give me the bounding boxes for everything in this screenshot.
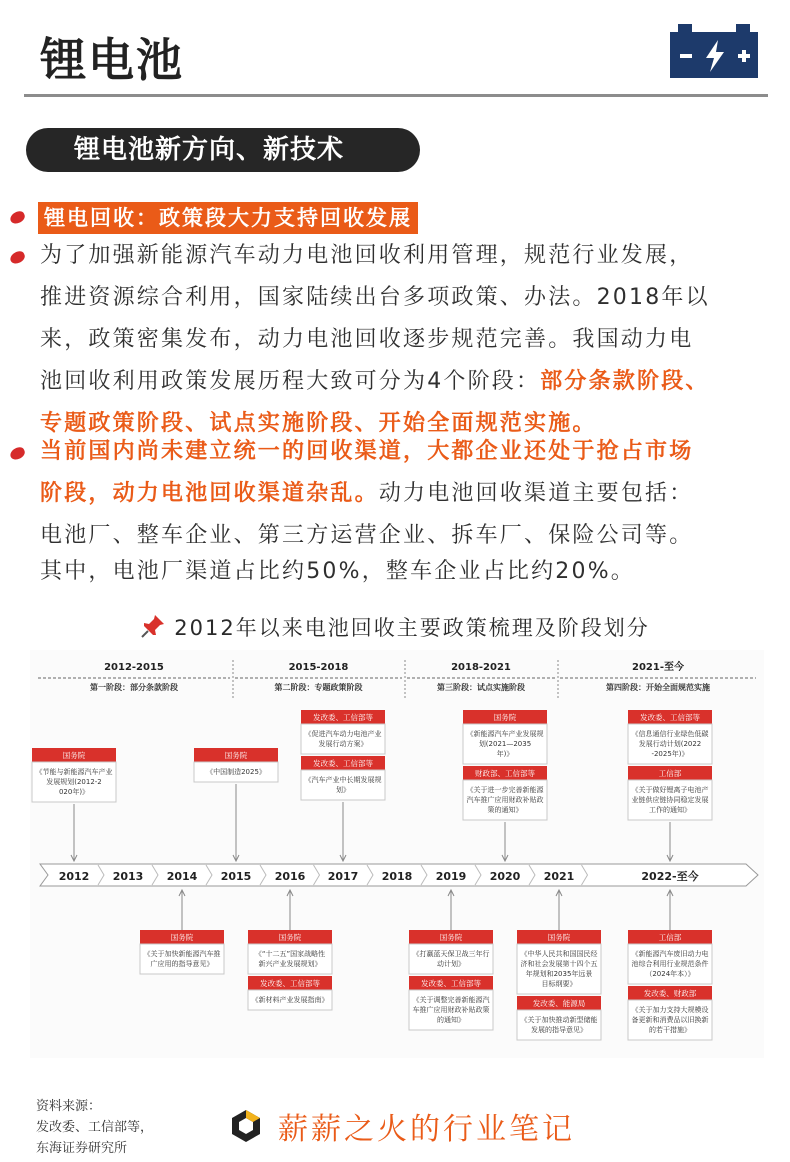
policy-title: 目标纲要》 <box>541 980 577 988</box>
policy-title: 《关于加快新能源汽车推 <box>143 950 221 958</box>
year-label: 2018 <box>381 870 413 883</box>
policy-title: 划》 <box>336 786 350 794</box>
policy-title: 《新能源汽车废旧动力电 <box>631 950 709 958</box>
policy-issuer: 发改委、能源局 <box>532 999 586 1008</box>
phase-period: 2021-至今 <box>632 662 684 673</box>
policy-title: 《关于加快推动新型储能 <box>520 1016 598 1024</box>
policy-title: 发展行动方案》 <box>318 740 368 748</box>
phase-name: 第二阶段：专题政策阶段 <box>274 683 363 692</box>
battery-icon <box>666 22 762 82</box>
policy-card <box>409 944 493 974</box>
policy-title: 发展行动计划(2022 <box>638 740 702 748</box>
phase-name: 第三阶段：试点实施阶段 <box>437 683 525 692</box>
para1-emphasis: 专题政策阶段、试点实施阶段、开始全面规范实施。 <box>40 411 597 436</box>
policy-title: 《中国制造2025》 <box>206 768 266 776</box>
policy-card <box>248 944 332 974</box>
year-label: 2020 <box>489 870 521 883</box>
policy-issuer: 发改委、工信部等 <box>640 713 700 722</box>
policy-title: 《新材料产业发展指南》 <box>251 996 329 1004</box>
policy-title: 划(2021—2035 <box>478 740 532 748</box>
policy-title: 020年)》 <box>58 788 90 796</box>
year-label: 2016 <box>274 870 306 883</box>
source-line: 发改委、工信部等， <box>36 1120 154 1135</box>
para2-line: 电池厂、整车企业、第三方运营企业、拆车厂、保险公司等。 <box>40 523 694 548</box>
phase-name: 第一阶段：部分条款阶段 <box>90 683 178 692</box>
policy-title: 工作的通知》 <box>649 806 691 814</box>
policy-title: 业链供应链协同稳定发展 <box>631 796 709 804</box>
policy-title: 《关于调整完善新能源汽 <box>412 996 490 1004</box>
policy-issuer: 工信部 <box>658 769 682 778</box>
figure-caption <box>0 612 790 642</box>
policy-issuer: 国务院 <box>439 933 463 942</box>
para2-line: 其中，电池厂渠道占比约50%，整车企业占比约20%。 <box>40 559 635 584</box>
bullet-icon <box>8 445 26 461</box>
bullet-icon <box>8 249 26 265</box>
policy-title: 发展规划(2012-2 <box>46 778 102 786</box>
section-title: 锂电池新方向、新技术 <box>26 128 420 172</box>
policy-title: 动计划》 <box>437 960 465 968</box>
policy-title: 《关于加力支持大规模设 <box>631 1006 709 1014</box>
para1-line: 推进资源综合利用，国家陆续出台多项政策、办法。2018年以 <box>40 285 710 310</box>
policy-title: 的通知》 <box>437 1016 465 1024</box>
policy-issuer: 发改委、工信部等 <box>313 759 373 768</box>
policy-card <box>301 770 385 800</box>
phase-period: 2018-2021 <box>451 662 511 673</box>
policy-title: 《节能与新能源汽车产业 <box>35 768 113 776</box>
policy-title: 《关于进一步完善新能源 <box>466 786 544 794</box>
figure-caption-text: 2012年以来电池回收主要政策梳理及阶段划分 <box>174 616 650 640</box>
policy-title: 《关于做好锂离子电池产 <box>631 786 709 794</box>
phase-period: 2012-2015 <box>104 662 164 673</box>
policy-title: -2025年)》 <box>651 750 689 758</box>
page-title: 锂电池 <box>40 33 184 87</box>
policy-title: 《新能源汽车产业发展规 <box>466 730 544 738</box>
year-label: 2022-至今 <box>641 870 699 883</box>
policy-title: 济和社会发展第十四个五 <box>520 960 598 968</box>
bullet-icon <box>8 209 26 225</box>
policy-issuer: 财政部、工信部等 <box>475 769 535 778</box>
policy-title: 发展的指导意见》 <box>531 1026 587 1034</box>
policy-title: 备更新和消费品以旧换新 <box>631 1016 709 1024</box>
policy-title: 广应用的指导意见》 <box>150 960 214 968</box>
policy-issuer: 发改委、工信部等 <box>313 713 373 722</box>
brand-name: 薪薪之火的行业笔记 <box>278 1112 575 1147</box>
year-label: 2021 <box>543 870 575 883</box>
para1-text: 池回收利用政策发展历程大致可分为4个阶段： <box>40 369 541 394</box>
policy-issuer: 工信部 <box>658 933 682 942</box>
policy-title: 《汽车产业中长期发展规 <box>304 776 382 784</box>
policy-card <box>140 944 224 974</box>
policy-title: 《促进汽车动力电池产业 <box>304 730 382 738</box>
policy-title: 年规划和2035年远景 <box>525 970 593 978</box>
phase-period: 2015-2018 <box>288 662 349 673</box>
source-note <box>36 1096 153 1159</box>
source-line: 资料来源： <box>36 1099 102 1114</box>
policy-issuer: 发改委、工信部等 <box>260 979 320 988</box>
policy-title: 年)》 <box>496 750 514 758</box>
policy-timeline-chart <box>30 650 764 1058</box>
policy-title: 《打赢蓝天保卫战三年行 <box>412 950 490 958</box>
brand-logo-icon <box>228 1108 264 1144</box>
para2-emphasis: 阶段，动力电池回收渠道杂乱。 <box>40 481 379 506</box>
policy-issuer: 发改委、财政部 <box>643 989 697 998</box>
year-label: 2015 <box>220 870 252 883</box>
pushpin-icon <box>140 613 166 639</box>
source-line: 东海证券研究所 <box>36 1141 128 1156</box>
policy-issuer: 国务院 <box>547 933 571 942</box>
year-label: 2019 <box>435 870 467 883</box>
policy-card <box>301 724 385 754</box>
policy-title: 《中华人民共和国国民经 <box>520 950 598 958</box>
para1-line: 为了加强新能源汽车动力电池回收利用管理，规范行业发展， <box>40 243 694 268</box>
year-label: 2014 <box>166 870 198 883</box>
timeline-svg <box>30 650 764 1058</box>
year-label: 2013 <box>112 870 144 883</box>
policy-title: 新兴产业发展规划》 <box>258 960 322 968</box>
title-divider <box>24 94 768 97</box>
para2-emphasis: 当前国内尚未建立统一的回收渠道，大都企业还处于抢占市场 <box>40 439 694 464</box>
highlight-heading: 锂电回收：政策段大力支持回收发展 <box>38 202 418 234</box>
year-label: 2012 <box>58 870 90 883</box>
policy-title: 池综合利用行业规范条件 <box>631 960 709 968</box>
policy-title: 《“十二五”国家战略性 <box>254 950 326 958</box>
para1-line <box>40 364 710 400</box>
policy-issuer: 国务院 <box>278 933 302 942</box>
policy-title: 策的通知》 <box>487 806 523 814</box>
policy-card <box>517 1010 601 1040</box>
year-label: 2017 <box>327 870 359 883</box>
para2-text: 动力电池回收渠道主要包括： <box>378 481 694 506</box>
policy-title: 的若干措施》 <box>649 1026 691 1034</box>
policy-issuer: 国务院 <box>170 933 194 942</box>
brand <box>228 1104 575 1148</box>
para1-emphasis: 部分条款阶段、 <box>540 369 710 394</box>
policy-issuer: 国务院 <box>493 713 517 722</box>
para1-line: 来，政策密集发布，动力电池回收逐步规范完善。我国动力电 <box>40 327 694 352</box>
policy-title: 车推广应用财政补贴政策 <box>412 1006 490 1014</box>
policy-title: 《信息通信行业绿色低碳 <box>631 730 709 738</box>
policy-issuer: 发改委、工信部等 <box>421 979 481 988</box>
policy-issuer: 国务院 <box>224 751 248 760</box>
policy-title: 汽车推广应用财政补贴政 <box>466 796 544 804</box>
policy-issuer: 国务院 <box>62 751 86 760</box>
phase-name: 第四阶段：开始全面规范实施 <box>606 683 710 692</box>
para2-line <box>40 476 693 512</box>
policy-title: （2024年本）》 <box>645 970 695 978</box>
